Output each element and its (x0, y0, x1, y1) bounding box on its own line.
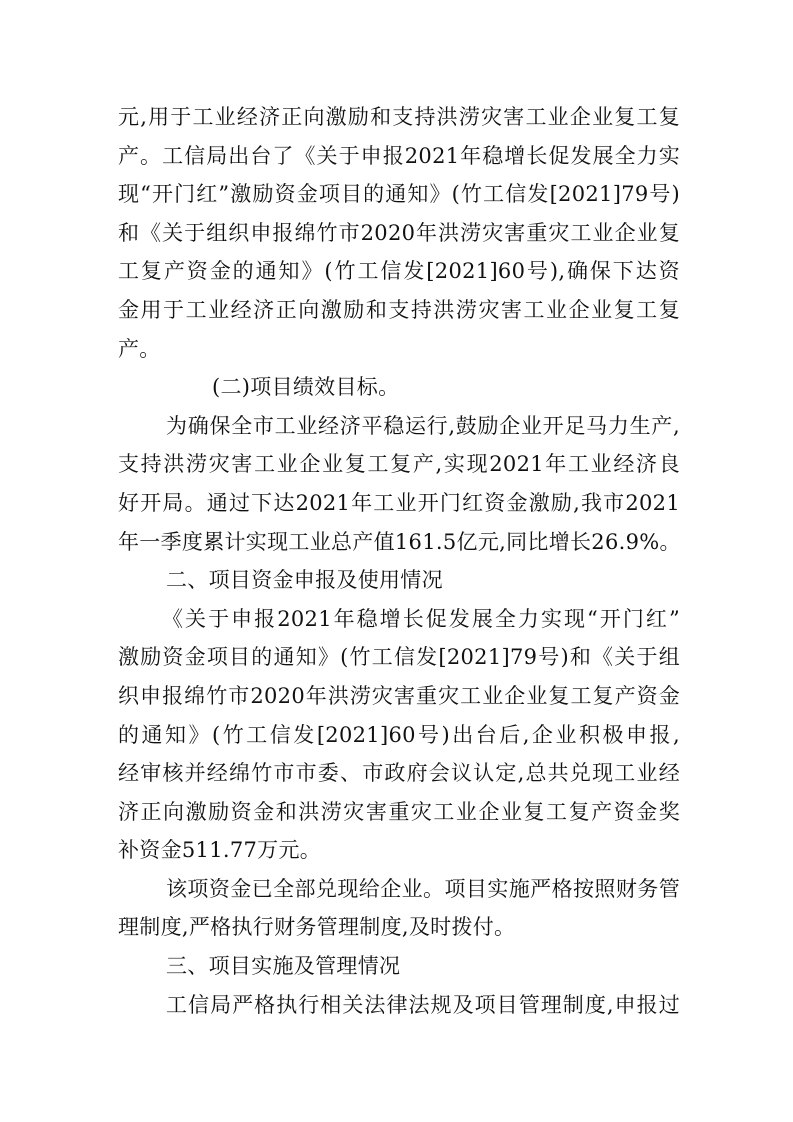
paragraph-line: 工复产资金的通知》(竹工信发[2021]60号),确保下达资 (118, 259, 680, 284)
paragraph-line: 好开局。通过下达2021年工业开门红资金激励,我市2021 (118, 490, 680, 515)
document-body (118, 98, 680, 1024)
paragraph-line: 的通知》(竹工信发[2021]60号)出台后,企业积极申报, (118, 722, 680, 747)
section-heading: 二、项目资金申报及使用情况 (166, 568, 443, 593)
section-heading: (二)项目绩效目标。 (212, 375, 400, 400)
paragraph-line: 产。 (118, 336, 161, 361)
paragraph-line: 和《关于组织申报绵竹市2020年洪涝灾害重灾工业企业复 (118, 220, 680, 245)
section-heading: 三、项目实施及管理情况 (166, 954, 401, 979)
paragraph-line: 现“开门红”激励资金项目的通知》(竹工信发[2021]79号) (118, 182, 680, 207)
paragraph-line: 为确保全市工业经济平稳运行,鼓励企业开足马力生产, (166, 413, 680, 438)
paragraph-line: 工信局严格执行相关法律法规及项目管理制度,申报过 (166, 992, 680, 1017)
paragraph-line: 该项资金已全部兑现给企业。项目实施严格按照财务管 (166, 876, 680, 901)
paragraph-line: 理制度,严格执行财务管理制度,及时拨付。 (118, 915, 516, 940)
paragraph-line: 元,用于工业经济正向激励和支持洪涝灾害工业企业复工复 (118, 105, 680, 129)
paragraph-line: 产。工信局出台了《关于申报2021年稳增长促发展全力实 (118, 143, 680, 168)
paragraph-line: 补资金511.77万元。 (118, 838, 322, 863)
paragraph-line: 激励资金项目的通知》(竹工信发[2021]79号)和《关于组 (118, 645, 680, 670)
paragraph-line: 织申报绵竹市2020年洪涝灾害重灾工业企业复工复产资金 (118, 683, 680, 708)
paragraph-line: 济正向激励资金和洪涝灾害重灾工业企业复工复产资金奖 (118, 799, 680, 824)
paragraph-line: 《关于申报2021年稳增长促发展全力实现“开门红” (162, 606, 680, 631)
paragraph-line: 金用于工业经济正向激励和支持洪涝灾害工业企业复工复 (118, 297, 680, 322)
paragraph-line: 支持洪涝灾害工业企业复工复产,实现2021年工业经济良 (118, 452, 680, 477)
paragraph-line: 经审核并经绵竹市市委、市政府会议认定,总共兑现工业经 (118, 761, 680, 786)
paragraph-line: 年一季度累计实现工业总产值161.5亿元,同比增长26.9%。 (118, 529, 681, 554)
